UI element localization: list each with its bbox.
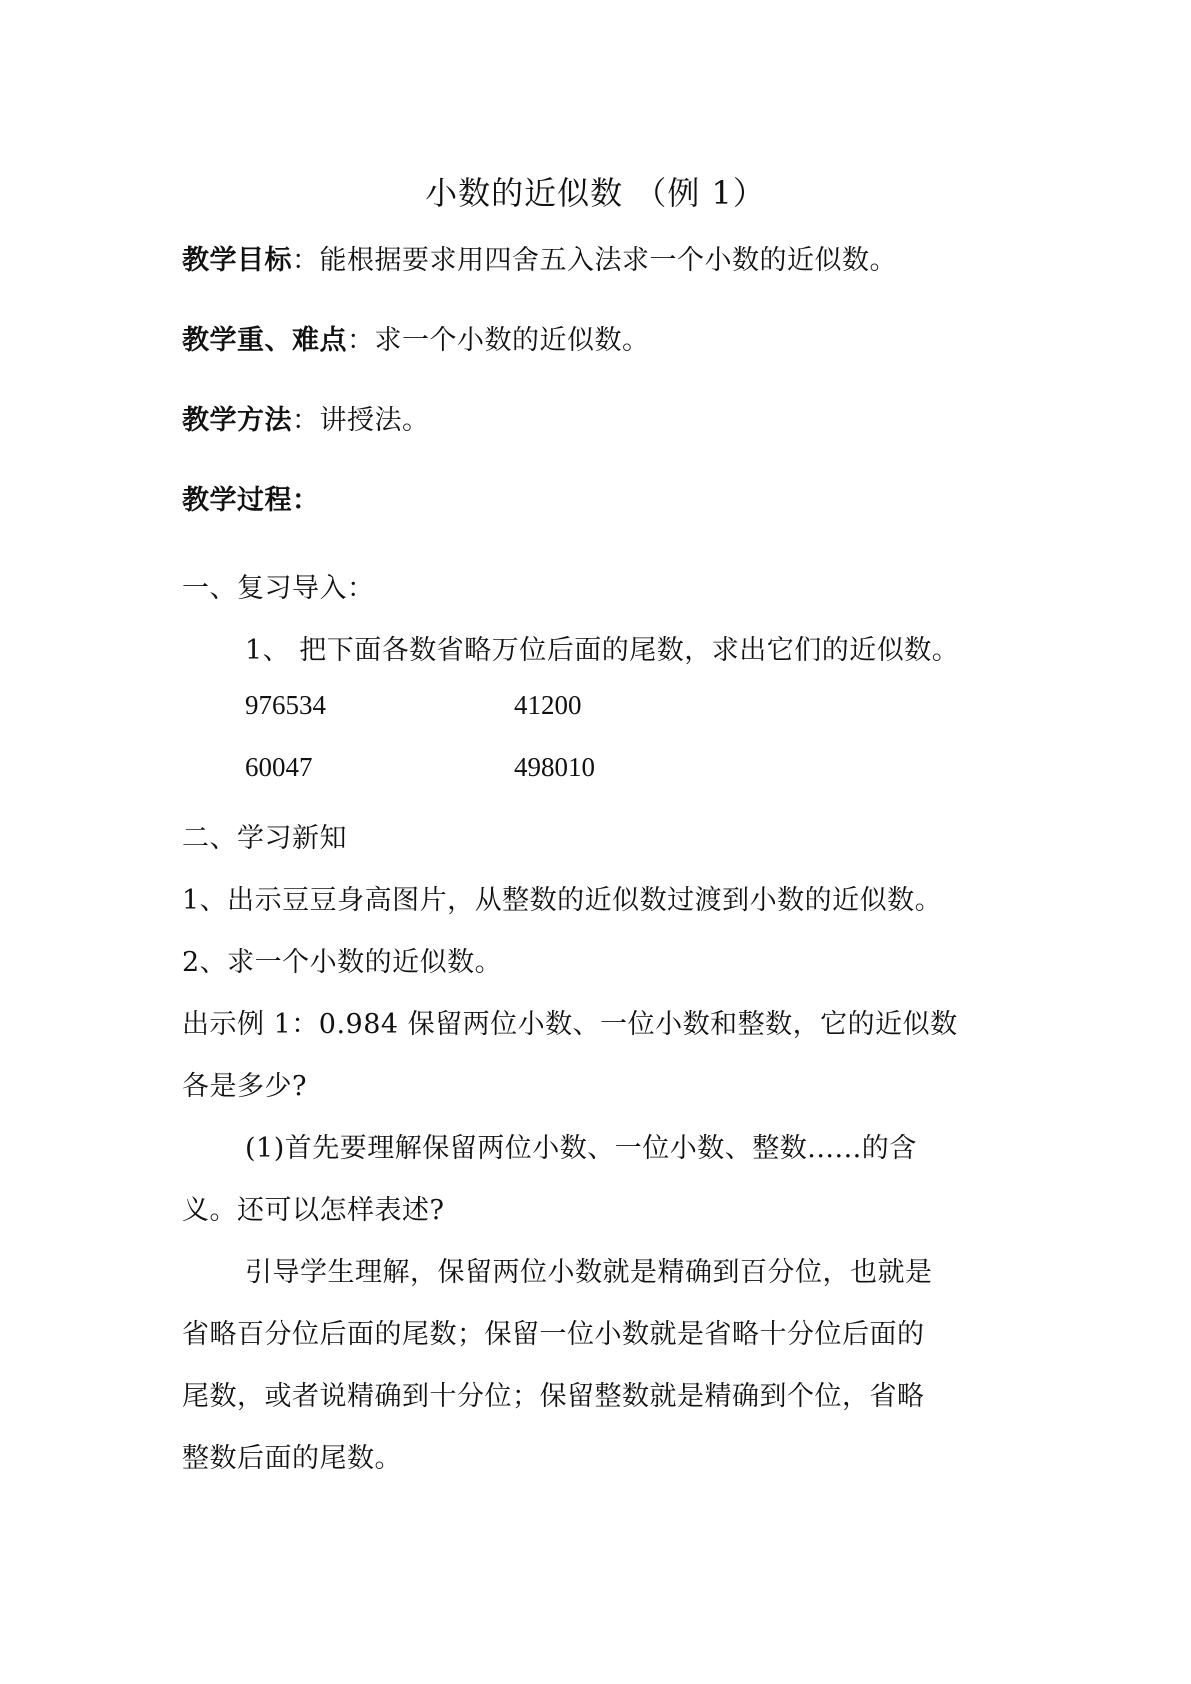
number-cell: 976534 (245, 690, 326, 720)
keypoints-label: 教学重、难点 (182, 325, 347, 356)
section2-item2: 2、求一个小数的近似数。 (182, 947, 503, 978)
objective-text: 能根据要求用四舍五入法求一个小数的近似数。 (319, 245, 897, 276)
method-label: 教学方法 (182, 405, 292, 436)
method-text: 讲授法。 (319, 405, 430, 436)
keypoints-line (182, 318, 650, 357)
number-cell: 41200 (514, 690, 582, 720)
step1-line-1: (1)首先要理解保留两位小数、一位小数、整数......的含 (245, 1133, 917, 1164)
process-label: 教学过程： (182, 485, 320, 516)
example-line-1: 出示例 1：0.984 保留两位小数、一位小数和整数，它的近似数 (182, 1009, 958, 1040)
document-title: 小数的近似数 （例 1） (425, 174, 766, 212)
example-line-2: 各是多少? (182, 1071, 307, 1102)
section2-heading: 二、学习新知 (182, 823, 347, 854)
objective-line (182, 238, 897, 277)
method-colon: ： (292, 405, 320, 436)
method-line (182, 398, 430, 437)
objective-label: 教学目标 (182, 245, 292, 276)
section1-heading: 一、复习导入： (182, 573, 375, 604)
keypoints-colon: ： (347, 325, 375, 356)
guide-line-2: 省略百分位后面的尾数；保留一位小数就是省略十分位后面的 (182, 1319, 925, 1350)
step1-line-2: 义。还可以怎样表述? (182, 1195, 445, 1226)
number-cell: 498010 (514, 752, 595, 782)
objective-colon: ： (292, 245, 320, 276)
section2-item1: 1、出示豆豆身高图片，从整数的近似数过渡到小数的近似数。 (182, 885, 943, 916)
guide-line-1: 引导学生理解，保留两位小数就是精确到百分位，也就是 (245, 1257, 933, 1288)
guide-line-3: 尾数，或者说精确到十分位；保留整数就是精确到个位，省略 (182, 1381, 925, 1412)
section1-item1: 1、 把下面各数省略万位后面的尾数，求出它们的近似数。 (245, 635, 960, 666)
keypoints-text: 求一个小数的近似数。 (374, 325, 650, 356)
guide-line-4: 整数后面的尾数。 (182, 1443, 402, 1474)
number-cell: 60047 (245, 752, 313, 782)
